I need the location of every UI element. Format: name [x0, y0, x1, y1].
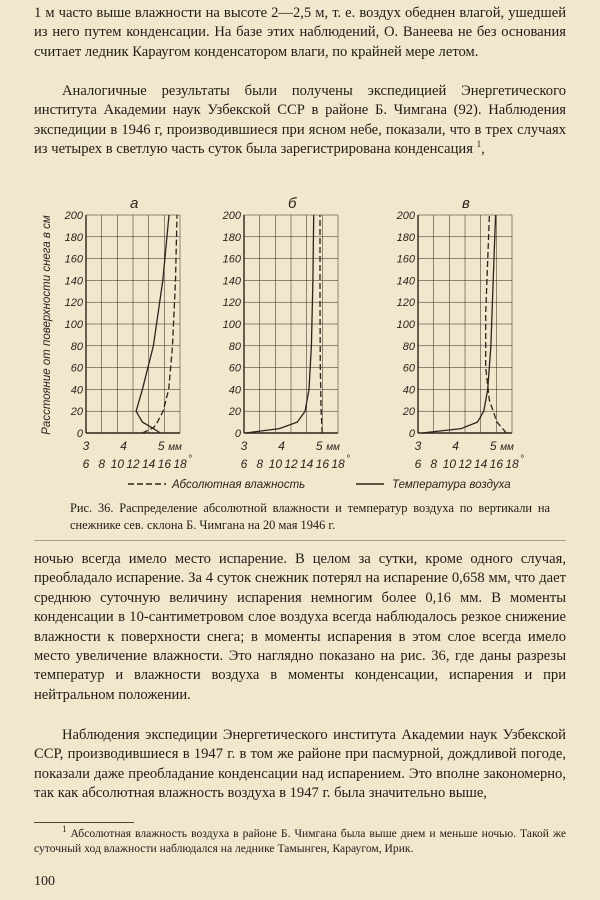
x-humidity-tick-label: 3 — [82, 439, 90, 453]
y-tick-label: 140 — [64, 275, 83, 288]
paragraph-1: 1 м часто выше влажности на высоте 2—2,5 м, т. е. воздух обеднен влагой, ушедшей из него путем конденсации. На базе этих наблюдений, О. Ванеева не без основания считает ледник Караугом конденсатором влаги, по крайней мере летом. — [34, 5, 566, 60]
y-tick-label: 20 — [228, 406, 241, 419]
y-tick-label: 20 — [70, 406, 83, 419]
divider — [34, 540, 566, 541]
y-tick-label: 60 — [228, 362, 241, 375]
y-tick-label: 200 — [396, 210, 415, 222]
y-tick-label: 0 — [234, 428, 241, 440]
x-humidity-unit: мм — [326, 442, 340, 453]
footnote-divider — [34, 822, 134, 823]
paragraph-4: Наблюдения экспедиции Энергетического института Академии наук Узбекской ССР, производившиеся в 1947 г. в том же районе при пасмурной, дождливой погоде, показали даже преобладание конденсации над испарением. Это вполне закономерно, так как абсолютная влажность воздуха в 1947 г. была значительно выше, — [34, 727, 566, 802]
footnote-ref: 1 — [476, 139, 482, 150]
y-tick-label: 100 — [222, 319, 241, 331]
x-temperature-tick-label: 14 — [141, 457, 156, 471]
x-temperature-tick-label: 8 — [430, 457, 438, 471]
x-temperature-tick-label: 10 — [110, 457, 125, 471]
x-humidity-tick-label: 5 — [315, 439, 323, 453]
figure-caption: Рис. 36. Распределение абсолютной влажности и температур воздуха по вертикали на снежнике сев. склона Б. Чимгана на 20 мая 1946 г. — [70, 501, 550, 532]
x-temperature-tick-label: 18 — [505, 457, 519, 471]
y-tick-label: 160 — [396, 253, 415, 266]
x-temperature-tick-label: 12 — [458, 457, 472, 471]
x-humidity-tick-label: 4 — [452, 439, 459, 453]
x-temperature-tick-label: 10 — [268, 457, 283, 471]
y-tick-label: 180 — [64, 231, 83, 244]
y-tick-label: 40 — [402, 384, 415, 397]
y-tick-label: 20 — [402, 406, 415, 419]
x-temperature-tick-label: 14 — [473, 457, 488, 471]
page-number: 100 — [34, 874, 55, 889]
y-tick-label: 100 — [396, 319, 415, 331]
x-temperature-tick-label: 14 — [299, 457, 314, 471]
x-temperature-tick-label: 6 — [414, 457, 422, 471]
y-tick-label: 100 — [64, 319, 83, 331]
y-tick-label: 200 — [222, 210, 241, 222]
y-tick-label: 160 — [64, 253, 83, 266]
x-humidity-unit: мм — [168, 442, 182, 453]
x-temperature-tick-label: 12 — [126, 457, 140, 471]
y-tick-label: 180 — [222, 231, 241, 244]
x-humidity-tick-label: 4 — [278, 439, 285, 453]
paragraph-2-end: , — [481, 141, 485, 158]
paragraph-2-text: Аналогичные результаты были получены экспедицией Энергетического института Академии наук Узбекской ССР в районе Б. Чимгана (92). Наблюдения экспедиции в 1946 г, производившиеся при ясном небе, показали, что в трех случаях из четырех в светлую часть суток была зарегистрирована конденсация — [34, 83, 566, 158]
x-temperature-tick-label: 18 — [331, 457, 345, 471]
y-axis-label: Расстояние от поверхности снега в см — [41, 215, 53, 435]
y-tick-label: 120 — [396, 297, 415, 310]
x-humidity-tick-label: 5 — [157, 439, 165, 453]
footnote-mark: 1 — [62, 824, 67, 835]
x-temperature-tick-label: 16 — [315, 457, 330, 471]
y-tick-label: 0 — [408, 428, 415, 440]
x-temperature-tick-label: 18 — [173, 457, 187, 471]
y-tick-label: 0 — [76, 428, 83, 440]
x-humidity-tick-label: 3 — [240, 439, 248, 453]
y-tick-label: 80 — [70, 340, 83, 353]
x-temperature-tick-label: 6 — [82, 457, 90, 471]
y-tick-label: 160 — [222, 253, 241, 266]
y-tick-label: 120 — [222, 297, 241, 310]
x-temperature-unit: ° — [520, 454, 524, 465]
x-temperature-unit: ° — [188, 454, 192, 465]
legend-temperature-label: Температура воздуха — [392, 479, 511, 491]
footnote — [34, 826, 566, 856]
x-temperature-tick-label: 8 — [98, 457, 106, 471]
y-tick-label: 80 — [228, 340, 241, 353]
x-humidity-tick-label: 3 — [414, 439, 422, 453]
y-tick-label: 140 — [396, 275, 415, 288]
y-tick-label: 120 — [64, 297, 83, 310]
y-tick-label: 200 — [64, 210, 83, 222]
x-temperature-tick-label: 12 — [284, 457, 298, 471]
y-tick-label: 60 — [402, 362, 415, 375]
panel-label: в — [462, 195, 470, 212]
panel-label: б — [288, 195, 297, 212]
x-humidity-tick-label: 5 — [489, 439, 497, 453]
x-humidity-unit: мм — [500, 442, 514, 453]
y-tick-label: 40 — [228, 384, 241, 397]
x-temperature-tick-label: 16 — [157, 457, 172, 471]
x-temperature-unit: ° — [346, 454, 350, 465]
legend-humidity-label: Абсолютная влажность — [172, 479, 306, 491]
y-tick-label: 140 — [222, 275, 241, 288]
y-tick-label: 80 — [402, 340, 415, 353]
y-tick-label: 40 — [70, 384, 83, 397]
y-tick-label: 180 — [396, 231, 415, 244]
x-temperature-tick-label: 10 — [442, 457, 457, 471]
paragraph-3: ночью всегда имело место испарение. В целом за сутки, кроме одного случая, преобладало испарение. За 4 суток снежник потерял на испарение 0,658 мм, что дает среднюю суточную величину испарения немногим более 0,16 мм. В моменты конденсации в 10-сантиметровом слое воздуха всегда наблюдалось резкое снижение влажности к поверхности снега; в моменты испарения в этом слое всегда имело место увеличение влажности. Это наглядно показано на рис. 36, где даны разрезы температур и влажности воздуха в моменты конденсации, испарения и при нейтральном положении. — [34, 551, 566, 703]
footnote-text: Абсолютная влажность воздуха в районе Б. Чимгана была выше днем и меньше ночью. Такой же суточный ход влажности наблюдался на леднике Тамынген, Караугом, Ирик. — [34, 827, 566, 855]
x-humidity-tick-label: 4 — [120, 439, 127, 453]
panel-label: а — [130, 195, 139, 212]
x-temperature-tick-label: 8 — [256, 457, 264, 471]
y-tick-label: 60 — [70, 362, 83, 375]
x-temperature-tick-label: 6 — [240, 457, 248, 471]
x-temperature-tick-label: 16 — [489, 457, 504, 471]
